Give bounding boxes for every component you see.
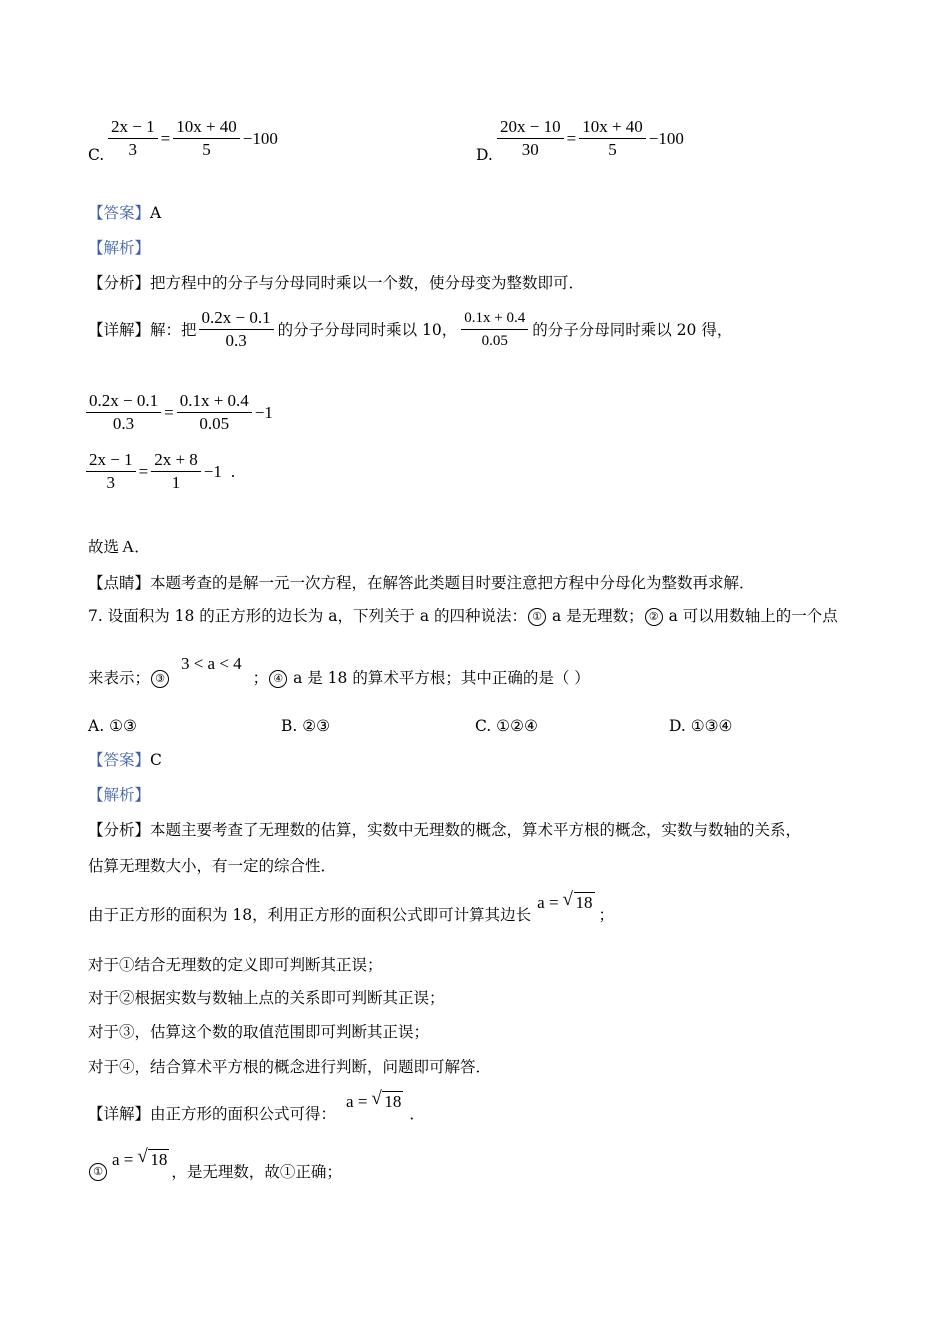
- q7-item-1: 对于①结合无理数的定义即可判断其正误；: [88, 956, 383, 974]
- q7-answer: 【答案】C: [88, 751, 162, 769]
- q7-option-d: D. ①③④: [669, 717, 733, 735]
- q7-option-a: A. ①③: [88, 717, 137, 735]
- fraction: $\frac{20x - 10}{30}$: [497, 116, 564, 161]
- square-root: √ 18: [137, 1146, 168, 1169]
- q6-equation-1: $\frac{0.2x - 0.1}{0.3}$ = $\frac{0.1x + 0.4}{0.05}$ −1: [86, 390, 276, 435]
- q6-equation-2: $\frac{2x - 1}{3}$ = $\frac{2x + 8}{1}$ −1 .: [86, 449, 235, 494]
- option-d-label: D.: [476, 146, 493, 164]
- fraction: $\frac{0.1x + 0.4}{0.05}$: [177, 390, 252, 435]
- q6-dianjing: 【点睛】本题考查的是解一元一次方程，在解答此类题目时要注意把方程中分母化为整数再求解．: [88, 574, 755, 592]
- option-c-equation: $\frac{2x - 1}{3}$ = $\frac{10x + 40}{5}$ −100: [108, 116, 281, 161]
- fraction: $\frac{0.2x - 0.1}{0.3}$: [86, 390, 161, 435]
- q7-fenxi-line-2: 估算无理数大小，有一定的综合性．: [88, 857, 337, 875]
- q7-final: ① a = √ 18 ，是无理数，故①正确；: [88, 1150, 342, 1170]
- q7-option-b: B. ②③: [281, 717, 331, 735]
- q7-detail: 【详解】 由正方形的面积公式可得： a = √ 18 ．: [88, 1088, 425, 1123]
- q7-item-3: 对于③，估算这个数的取值范围即可判断其正误；: [88, 1023, 430, 1041]
- radical-sign: √: [137, 1146, 148, 1167]
- q7-stem-line-1: 7. 设面积为 18 的正方形的边长为 a，下列关于 a 的四种说法： ① a 是无理数； ② a 可以用数轴上的一个点: [88, 607, 838, 625]
- inequality: 3 < a < 4: [180, 654, 242, 673]
- fraction: $\frac{2x - 1}{3}$: [86, 449, 136, 494]
- q7-area-text: 由于正方形的面积为 18，利用正方形的面积公式即可计算其边长 a = √ 18 ；: [88, 889, 615, 924]
- q6-choose: 故选 A．: [88, 537, 150, 556]
- q7-item-4: 对于④，结合算术平方根的概念进行判断，问题即可解答．: [88, 1058, 492, 1076]
- radical-sign: √: [371, 1088, 382, 1109]
- q7-fenxi-line-1: 【分析】本题主要考查了无理数的估算，实数中无理数的概念，算术平方根的概念，实数与数轴的关系，: [88, 821, 802, 839]
- radical-sign: √: [562, 889, 573, 910]
- fraction: $\frac{10x + 40}{5}$: [579, 116, 646, 161]
- q6-fenxi: 【分析】把方程中的分子与分母同时乘以一个数，使分母变为整数即可．: [88, 274, 585, 292]
- q7-analysis-tag: 【解析】: [88, 786, 151, 804]
- fraction: $\frac{0.2x - 0.1}{0.3}$: [199, 307, 274, 352]
- fraction: $\frac{0.1x + 0.4}{0.05}$: [461, 307, 528, 352]
- option-c-label: C.: [88, 146, 105, 164]
- fraction: $\frac{2x - 1}{3}$: [108, 116, 158, 161]
- q7-item-2: 对于②根据实数与数轴上点的关系即可判断其正误；: [88, 989, 445, 1007]
- fraction: $\frac{2x + 8}{1}$: [151, 449, 201, 494]
- square-root: √ 18: [562, 889, 593, 912]
- q6-answer: 【答案】A: [88, 204, 162, 222]
- q7-stem-line-2: 来表示； ③ 3 < a < 4 ； ④ a 是 18 的算术平方根；其中正确的是（ ）: [88, 654, 590, 687]
- square-root: √ 18: [371, 1088, 402, 1111]
- option-d-equation: $\frac{20x - 10}{30}$ = $\frac{10x + 40}{5}$ −100: [497, 116, 687, 161]
- fraction: $\frac{10x + 40}{5}$: [173, 116, 240, 161]
- q7-option-c: C. ①②④: [475, 717, 538, 735]
- q6-analysis-tag: 【解析】: [88, 239, 151, 257]
- q6-detail: 【详解】 解：把 $\frac{0.2x - 0.1}{0.3}$ 的分子分母同时乘以 10， $\frac{0.1x + 0.4}{0.05}$ 的分子分母同时乘以 20 得，: [88, 308, 733, 350]
